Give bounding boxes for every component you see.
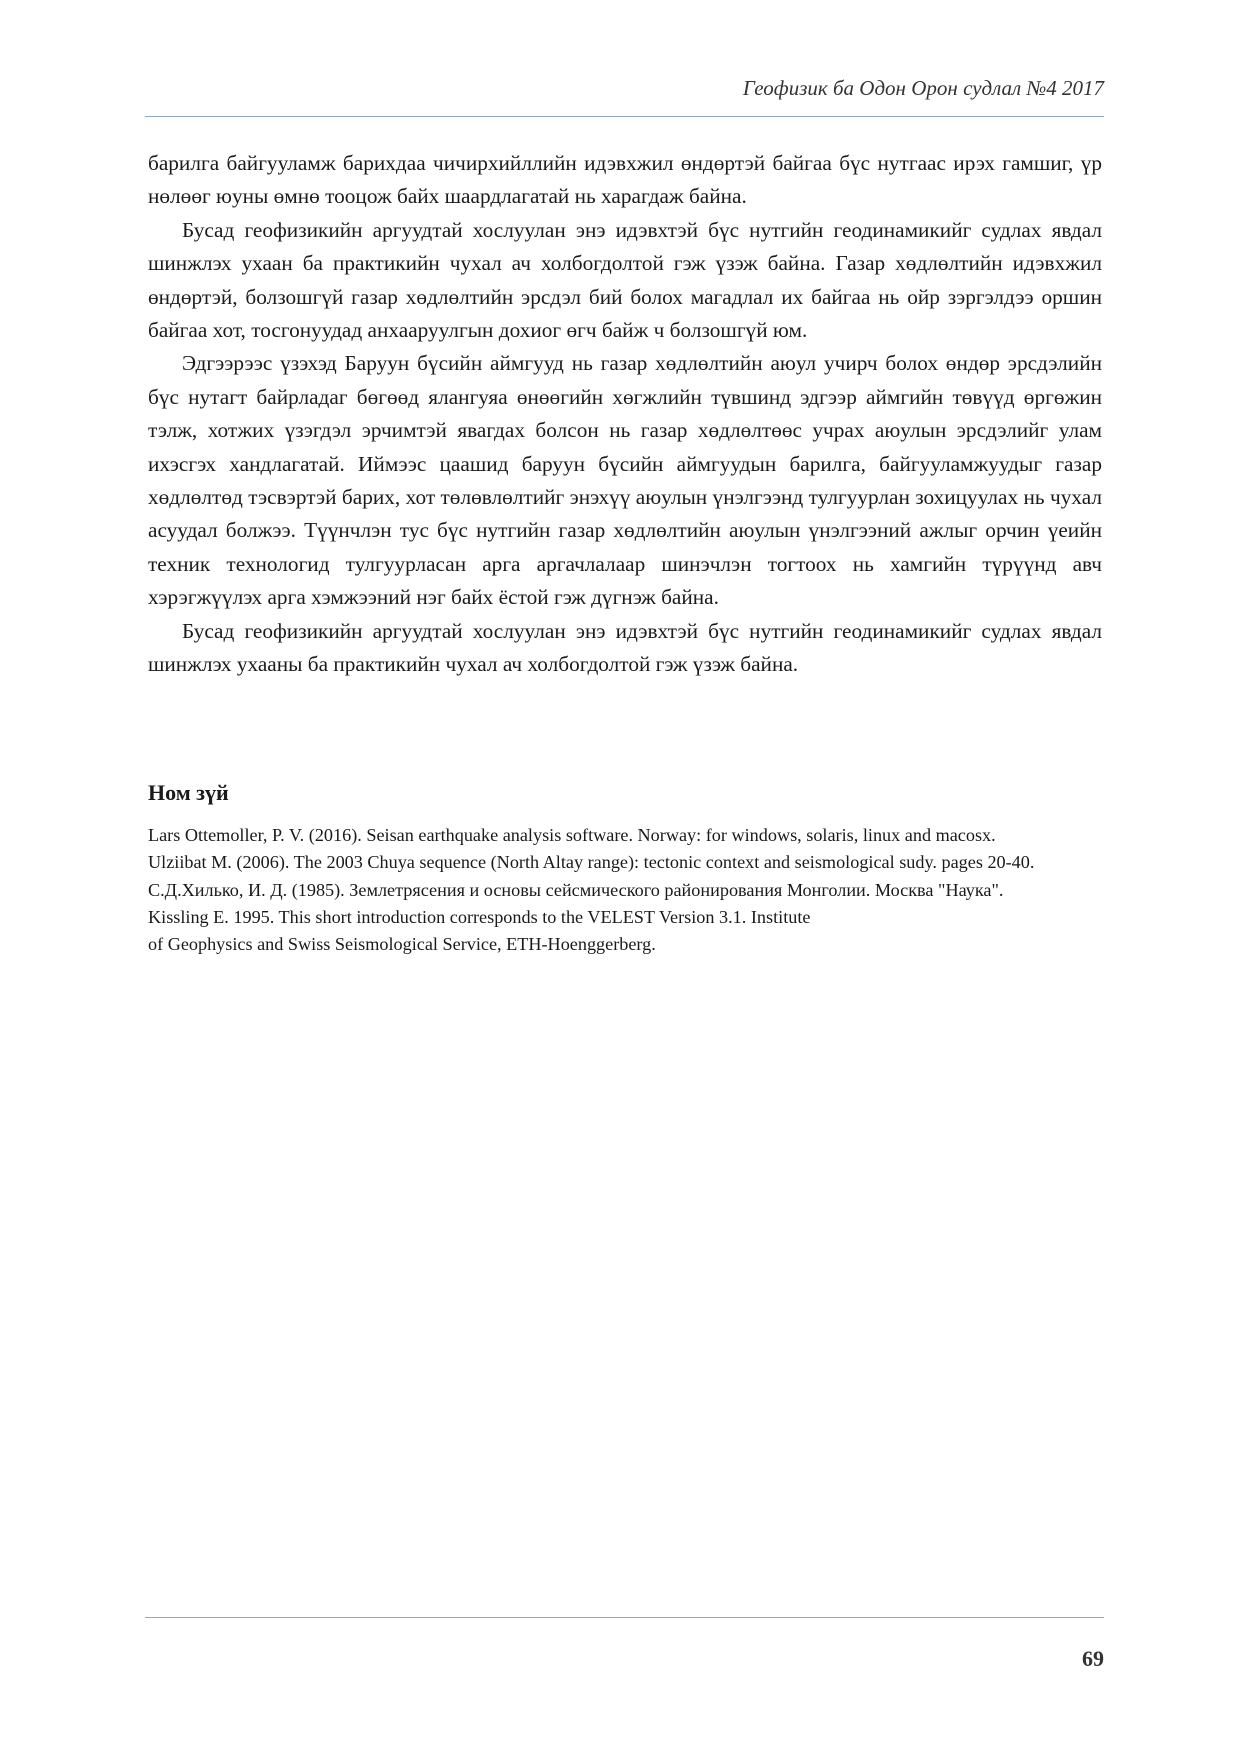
footer-rule	[145, 1617, 1104, 1618]
references-list	[148, 822, 1102, 958]
references-heading: Ном зүй	[148, 780, 229, 805]
body-paragraph: Бусад геофизикийн аргуудтай хослуулан энэ идэвхтэй бүс нутгийн геодинамикийг судлах явдал шинжлэх ухааны ба практикийн чухал ач холбогдолтой гэж үзэж байна.	[148, 618, 1102, 677]
reference-item: Lars Ottemoller, P. V. (2016). Seisan earthquake analysis software. Norway: for windows, solaris, linux and macosx.	[148, 825, 996, 845]
page-number: 69	[1082, 1646, 1104, 1671]
reference-item: Ulziibat M. (2006). The 2003 Chuya sequence (North Altay range): tectonic context and seismological sudy. pages 20-40.	[148, 852, 1035, 873]
reference-item-line: of Geophysics and Swiss Seismological Service, ETH-Hoenggerberg.	[148, 934, 656, 955]
reference-item-line: Kissling E. 1995. This short introduction corresponds to the VELEST Version 3.1. Institute	[148, 906, 811, 927]
body-text	[148, 147, 1102, 682]
reference-item: С.Д.Хилько, И. Д. (1985). Землетрясения и основы сейсмического районирования Монголии. Москва "Наука".	[148, 879, 1004, 900]
body-paragraph: Бусад геофизикийн аргуудтай хослуулан энэ идэвхтэй бүс нутгийн геодинамикийг судлах явдал шинжлэх ухаан ба практикийн чухал ач холбогдолтой гэж үзэж байна. Газар хөдлөлтийн идэвхжил өндөртэй, болзошгүй газар хөдлөлтийн эрсдэл бий болох магадлал их байгаа нь ойр зэргэлдээ оршин байгаа хот, тосгонуудад анхааруулгын дохиог өгч байж ч болзошгүй юм.	[148, 217, 1102, 343]
reference-item	[148, 904, 1102, 959]
body-paragraph: барилга байгууламж барихдаа чичирхийллийн идэвхжил өндөртэй байгаа бүс нутгаас ирэх гамшиг, үр нөлөөг юуны өмнө тооцож байх шаардлагатай нь харагдаж байна.	[148, 151, 1102, 209]
running-header: Геофизик ба Одон Орон судлал №4 2017	[742, 76, 1104, 100]
header-rule	[145, 116, 1104, 117]
body-paragraph: Эдгээрээс үзэхэд Баруун бүсийн аймгууд нь газар хөдлөлтийн аюул учирч болох өндөр эрсдэлийн бүс нутагт байрладаг бөгөөд ялангуяа өнөөгийн хөгжлийн түвшинд эдгээр аймгийн төвүүд өргөжин тэлж, хотжих үзэгдэл эрчимтэй явагдах болсон нь газар хөдлөлтөөс учрах аюулын эрсдэлийг улам ихэсгэх хандлагатай. Иймээс цаашид баруун бүсийн аймгуудын барилга, байгууламжуудыг газар хөдлөлтөд тэсвэртэй барих, хот төлөвлөлтийг энэхүү аюулын үнэлгээнд тулгуурлан зохицуулах нь чухал асуудал болжээ. Түүнчлэн тус бүс нутгийн газар хөдлөлтийн аюулын үнэлгээний ажлыг орчин үеийн техник технологид тулгуурласан арга аргачлалаар шинэчлэн тогтоох нь хамгийн түрүүнд авч хэрэгжүүлэх арга хэмжээний нэг байх ёстой гэж дүгнэж байна.	[148, 351, 1102, 610]
